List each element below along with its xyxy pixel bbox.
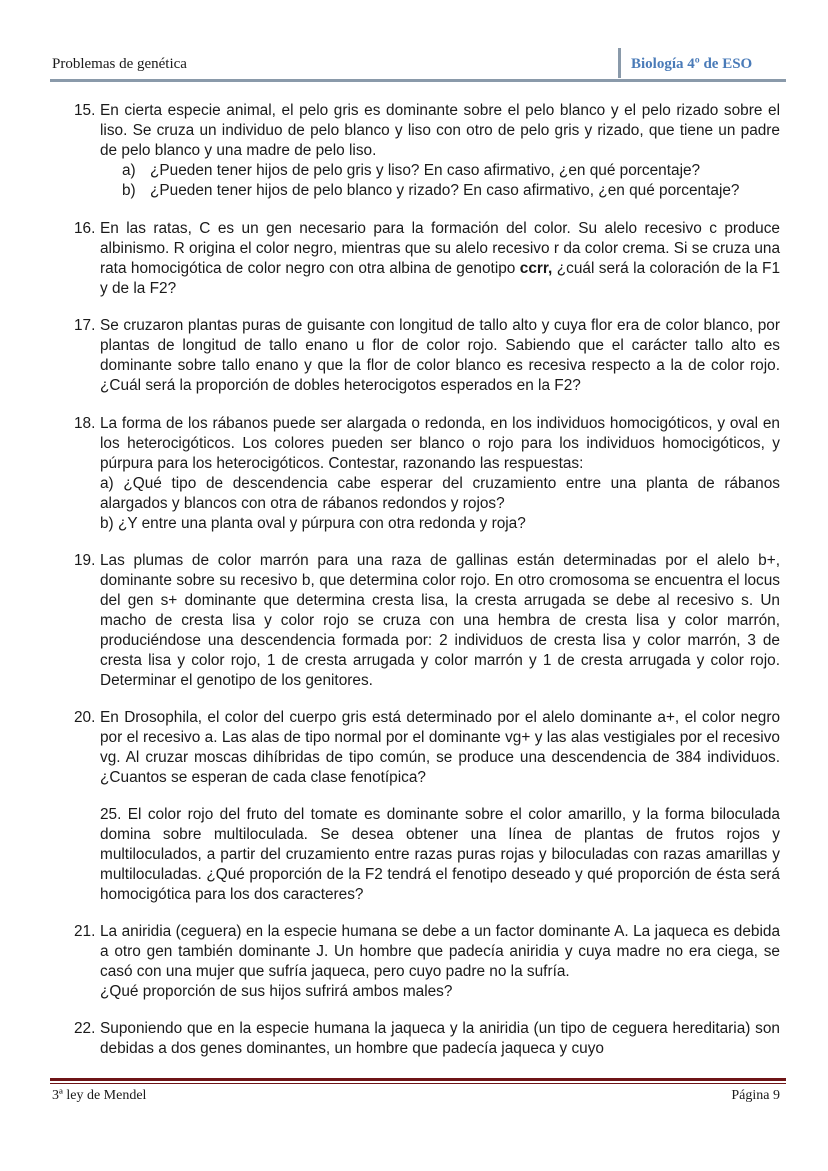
problem-17 <box>74 316 780 396</box>
problem-number: 17. <box>74 317 96 334</box>
question-label: a) <box>122 162 136 179</box>
problem-text: La forma de los rábanos puede ser alargada o redonda, en los individuos homocigóticos, y oval en los heterocigóticos. Los colores pueden ser blanco o rojo para los individuos homocigóticos, y púrpura para los heterocigóticos. Contestar, razonando las respuestas: <box>100 415 780 472</box>
problem-22 <box>74 1019 780 1059</box>
problem-number: 19. <box>74 552 96 569</box>
page-header <box>50 48 786 82</box>
problem-number: 16. <box>74 220 96 237</box>
problem-text <box>100 219 780 299</box>
problem-18 <box>74 414 780 534</box>
problem-15 <box>74 101 780 201</box>
problem-text: En cierta especie animal, el pelo gris es dominante sobre el pelo blanco y el pelo rizado sobre el liso. Se cruza un individuo de pelo blanco y liso con otro de pelo gris y rizado, que tiene un padre de pelo blanco y una madre de pelo liso. <box>100 102 780 159</box>
problem-text-end: ¿cuál será la coloración de la F1 y de la F2? <box>100 260 781 297</box>
problem-20 <box>74 708 780 905</box>
problem-21 <box>74 922 780 1002</box>
problem-number: 21. <box>74 923 96 940</box>
question-a <box>122 161 780 181</box>
problem-16 <box>74 219 780 299</box>
footer-divider <box>50 1078 786 1081</box>
question-b: b) ¿Y entre una planta oval y púrpura con otra redonda y roja? <box>100 515 526 532</box>
problem-number: 15. <box>74 102 96 119</box>
header-title: Problemas de genética <box>52 56 187 72</box>
problem-text: En Drosophila, el color del cuerpo gris está determinado por el alelo dominante a+, el color negro por el recesivo a. Las alas de tipo normal por el dominante vg+ y las alas vestigiales por el recesivo vg. Al cruzar moscas dihíbridas de tipo común, se produce una descendencia de 384 individuos. ¿Cuantos se esperan de cada clase fenotípica? <box>100 709 780 786</box>
question-label: b) <box>122 182 136 199</box>
problem-text: La aniridia (ceguera) en la especie humana se debe a un factor dominante A. La jaqueca es debida a otro gen también dominante J. Un hombre que padecía aniridia y cuya madre no era ciega, se casó con una mujer que sufría jaqueca, pero cuyo padre no la sufría. <box>100 923 780 980</box>
question-text: ¿Pueden tener hijos de pelo blanco y rizado? En caso afirmativo, ¿en qué porcentaje? <box>150 182 740 199</box>
footer-topic: 3ª ley de Mendel <box>52 1088 147 1103</box>
header-divider <box>50 79 786 82</box>
question-b <box>122 181 780 201</box>
problem-19 <box>74 551 780 691</box>
problem-text-start: En las ratas, C es un gen necesario para la formación del color. Su alelo recesivo c produce albinismo. R origina el color negro, mientras que su alelo recesivo r da color crema. Si se cruza una rata homocigótica de color negro con otra albina de genotipo <box>100 220 780 277</box>
genotype: ccrr, <box>519 260 553 277</box>
problem-number: 20. <box>74 709 96 726</box>
problem-text: Suponiendo que en la especie humana la jaqueca y la aniridia (un tipo de ceguera hereditaria) son debidas a dos genes dominantes, un hombre que padecía jaqueca y cuyo <box>100 1020 780 1057</box>
footer-divider-thin <box>50 1083 786 1084</box>
header-subject-label: Biología 4º de ESO <box>631 56 753 72</box>
problem-number: 22. <box>74 1020 96 1037</box>
header-subject <box>618 48 752 78</box>
problem-list <box>74 101 780 1059</box>
question-a: a) ¿Qué tipo de descendencia cabe esperar del cruzamiento entre una planta de rábanos alargados y blancos con otra de rábanos redondos y rojos? <box>100 475 780 512</box>
problem-text: Las plumas de color marrón para una raza de gallinas están determinadas por el alelo b+, dominante sobre su recesivo b, que determina color rojo. En otro cromosoma se encuentra el locus del gen s+ dominante que determina cresta lisa, la cresta arrugada se debe al recesivo s. Un macho de cresta lisa y color rojo se cruza con una hembra de cresta lisa y color marrón, produciéndose una descendencia formada por: 2 individuos de cresta lisa y color marrón, 3 de cresta lisa y color rojo, 1 de cresta arrugada y color marrón y 1 de cresta arrugada y color rojo. Determinar el genotipo de los genitores. <box>100 552 780 689</box>
problem-25-text: 25. El color rojo del fruto del tomate es dominante sobre el color amarillo, y la forma biloculada domina sobre multiloculada. Se desea obtener una línea de plantas de frutos rojos y multiloculados, a partir del cruzamiento entre razas puras rojas y biloculadas con razas amarillas y multiloculadas. ¿Qué proporción de la F2 tendrá el fenotipo deseado y qué proporción de ésta será homocigótica para los dos caracteres? <box>100 806 780 903</box>
problem-number: 18. <box>74 415 96 432</box>
page-number: Página 9 <box>731 1088 780 1103</box>
problem-text: Se cruzaron plantas puras de guisante con longitud de tallo alto y cuya flor era de color blanco, por plantas de longitud de tallo enano u flor de color rojo. Sabiendo que el carácter tallo alto es dominante sobre tallo enano y que la flor de color blanco es recesiva respecto a la de color rojo. ¿Cuál será la proporción de dobles heterocigotos esperados en la F2? <box>100 317 780 394</box>
question-text: ¿Pueden tener hijos de pelo gris y liso? En caso afirmativo, ¿en qué porcentaje? <box>150 162 701 179</box>
problem-question: ¿Qué proporción de sus hijos sufrirá ambos males? <box>100 983 453 1000</box>
